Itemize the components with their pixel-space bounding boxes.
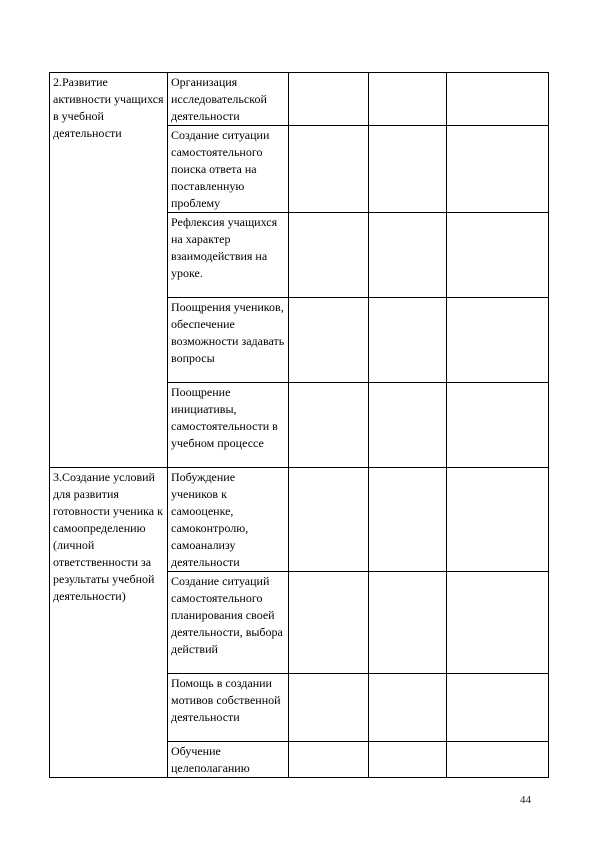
score-cell <box>369 572 447 674</box>
score-cell <box>369 126 447 213</box>
section-title: 2.Развитие активности учащихся в учебной деятельности <box>50 73 168 468</box>
score-cell <box>289 742 369 778</box>
criterion-cell: Поощрения учеников, обеспечение возможности задавать вопросы <box>168 298 289 383</box>
score-cell <box>447 674 549 742</box>
section-title: 3.Создание условий для развития готовности ученика к самоопределению (личной ответственности за результаты учебной деятельности) <box>50 468 168 778</box>
criterion-cell: Обучение целеполаганию <box>168 742 289 778</box>
score-cell <box>369 73 447 126</box>
table-row <box>50 73 549 126</box>
score-cell <box>447 73 549 126</box>
score-cell <box>447 298 549 383</box>
page-number: 44 <box>520 794 531 806</box>
criterion-cell: Создание ситуаций самостоятельного планирования своей деятельности, выбора действий <box>168 572 289 674</box>
score-cell <box>369 468 447 572</box>
score-cell <box>447 742 549 778</box>
criterion-cell: Организация исследовательской деятельности <box>168 73 289 126</box>
score-cell <box>447 572 549 674</box>
score-cell <box>369 213 447 298</box>
score-cell <box>289 674 369 742</box>
score-cell <box>447 126 549 213</box>
criterion-cell: Поощрение инициативы, самостоятельности в учебном процессе <box>168 383 289 468</box>
table-row <box>50 468 549 572</box>
score-cell <box>369 674 447 742</box>
score-cell <box>447 213 549 298</box>
score-cell <box>289 213 369 298</box>
criterion-cell: Рефлексия учащихся на характер взаимодействия на уроке. <box>168 213 289 298</box>
score-cell <box>369 298 447 383</box>
criterion-cell: Помощь в создании мотивов собственной деятельности <box>168 674 289 742</box>
score-cell <box>289 572 369 674</box>
score-cell <box>289 468 369 572</box>
score-cell <box>289 126 369 213</box>
score-cell <box>369 383 447 468</box>
score-cell <box>289 73 369 126</box>
evaluation-table <box>49 72 549 778</box>
criterion-cell: Создание ситуации самостоятельного поиска ответа на поставленную проблему <box>168 126 289 213</box>
score-cell <box>369 742 447 778</box>
criterion-cell: Побуждение учеников к самооценке, самоконтролю, самоанализу деятельности <box>168 468 289 572</box>
score-cell <box>447 383 549 468</box>
score-cell <box>447 468 549 572</box>
score-cell <box>289 298 369 383</box>
score-cell <box>289 383 369 468</box>
